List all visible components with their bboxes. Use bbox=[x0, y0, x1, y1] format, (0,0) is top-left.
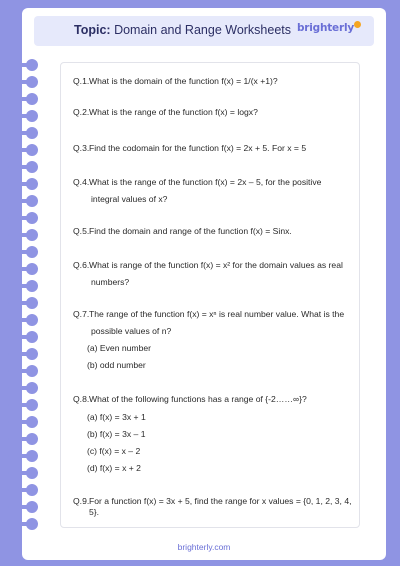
logo-text: brighterly bbox=[296, 22, 354, 34]
topic-title: Domain and Range Worksheets bbox=[114, 23, 292, 37]
question-text: What is the range of the function f(x) = 2x – 5, for the positive bbox=[89, 177, 322, 187]
spiral-ring-icon bbox=[8, 92, 38, 106]
question-text: Find the codomain for the function f(x) = 2x + 5. For x = 5 bbox=[89, 143, 307, 153]
question-4 bbox=[73, 177, 353, 205]
spiral-ring-icon bbox=[8, 432, 38, 446]
worksheet-page bbox=[22, 8, 386, 560]
option-8c: (c) f(x) = x – 2 bbox=[87, 446, 141, 456]
question-9 bbox=[73, 496, 353, 518]
question-text: What is range of the function f(x) = x² for the domain values as real bbox=[89, 260, 343, 270]
logo-dot-icon bbox=[354, 21, 361, 28]
page-title bbox=[74, 23, 291, 37]
spiral-ring-icon bbox=[8, 296, 38, 310]
spiral-ring-icon bbox=[8, 177, 38, 191]
question-number: Q.2. bbox=[73, 107, 90, 117]
spiral-ring-icon bbox=[8, 347, 38, 361]
spiral-ring-icon bbox=[8, 517, 38, 531]
question-number: Q.5. bbox=[73, 226, 90, 236]
spiral-ring-icon bbox=[8, 58, 38, 72]
question-number: Q.6. bbox=[73, 260, 90, 270]
question-6 bbox=[73, 260, 353, 288]
spiral-ring-icon bbox=[8, 160, 38, 174]
spiral-ring-icon bbox=[8, 75, 38, 89]
question-number: Q.1. bbox=[73, 76, 90, 86]
question-3 bbox=[73, 143, 353, 154]
spiral-ring-icon bbox=[8, 211, 38, 225]
spiral-ring-icon bbox=[8, 449, 38, 463]
question-text: What is the domain of the function f(x) = 1/(x +1)? bbox=[89, 76, 278, 86]
spiral-ring-icon bbox=[8, 500, 38, 514]
spiral-ring-icon bbox=[8, 245, 38, 259]
spiral-ring-icon bbox=[8, 330, 38, 344]
spiral-ring-icon bbox=[8, 381, 38, 395]
header-band bbox=[34, 16, 374, 46]
question-text: What of the following functions has a range of {-2……∞}? bbox=[89, 394, 307, 404]
option-8a: (a) f(x) = 3x + 1 bbox=[87, 412, 146, 422]
brand-logo bbox=[297, 22, 362, 34]
spiral-ring-icon bbox=[8, 483, 38, 497]
option-8d: (d) f(x) = x + 2 bbox=[87, 463, 141, 473]
footer-site: brighterly.com bbox=[177, 542, 231, 552]
question-7 bbox=[73, 309, 353, 337]
spiral-ring-icon bbox=[8, 109, 38, 123]
option-8b: (b) f(x) = 3x – 1 bbox=[87, 429, 146, 439]
topic-label: Topic: bbox=[74, 23, 111, 37]
question-1 bbox=[73, 76, 353, 87]
spiral-ring-icon bbox=[8, 313, 38, 327]
question-number: Q.9. bbox=[73, 496, 90, 506]
spiral-ring-icon bbox=[8, 279, 38, 293]
question-number: Q.7. bbox=[73, 309, 90, 319]
question-number: Q.3. bbox=[73, 143, 90, 153]
option-7a: (a) Even number bbox=[87, 343, 152, 353]
question-number: Q.4. bbox=[73, 177, 90, 187]
spiral-ring-icon bbox=[8, 228, 38, 242]
question-8 bbox=[73, 394, 353, 405]
spiral-ring-icon bbox=[8, 466, 38, 480]
spiral-ring-icon bbox=[8, 415, 38, 429]
question-5 bbox=[73, 226, 353, 237]
spiral-ring-icon bbox=[8, 398, 38, 412]
question-2 bbox=[73, 107, 353, 118]
question-text-cont: integral values of x? bbox=[91, 194, 168, 205]
question-text: The range of the function f(x) = xⁿ is real number value. What is the bbox=[89, 309, 345, 319]
questions-panel bbox=[60, 62, 360, 528]
option-7b: (b) odd number bbox=[87, 360, 146, 370]
question-text: Find the domain and range of the function f(x) = Sinx. bbox=[89, 226, 292, 236]
spiral-ring-icon bbox=[8, 194, 38, 208]
question-number: Q.8. bbox=[73, 394, 90, 404]
spiral-ring-icon bbox=[8, 126, 38, 140]
spiral-ring-icon bbox=[8, 262, 38, 276]
question-text-cont: possible values of n? bbox=[91, 326, 172, 337]
question-text-cont: numbers? bbox=[91, 277, 130, 288]
spiral-ring-icon bbox=[8, 143, 38, 157]
question-text: What is the range of the function f(x) = logx? bbox=[89, 107, 258, 117]
question-text: For a function f(x) = 3x + 5, find the range for x values = {0, 1, 2, 3, 4, 5}. bbox=[89, 496, 352, 518]
spiral-ring-icon bbox=[8, 364, 38, 378]
